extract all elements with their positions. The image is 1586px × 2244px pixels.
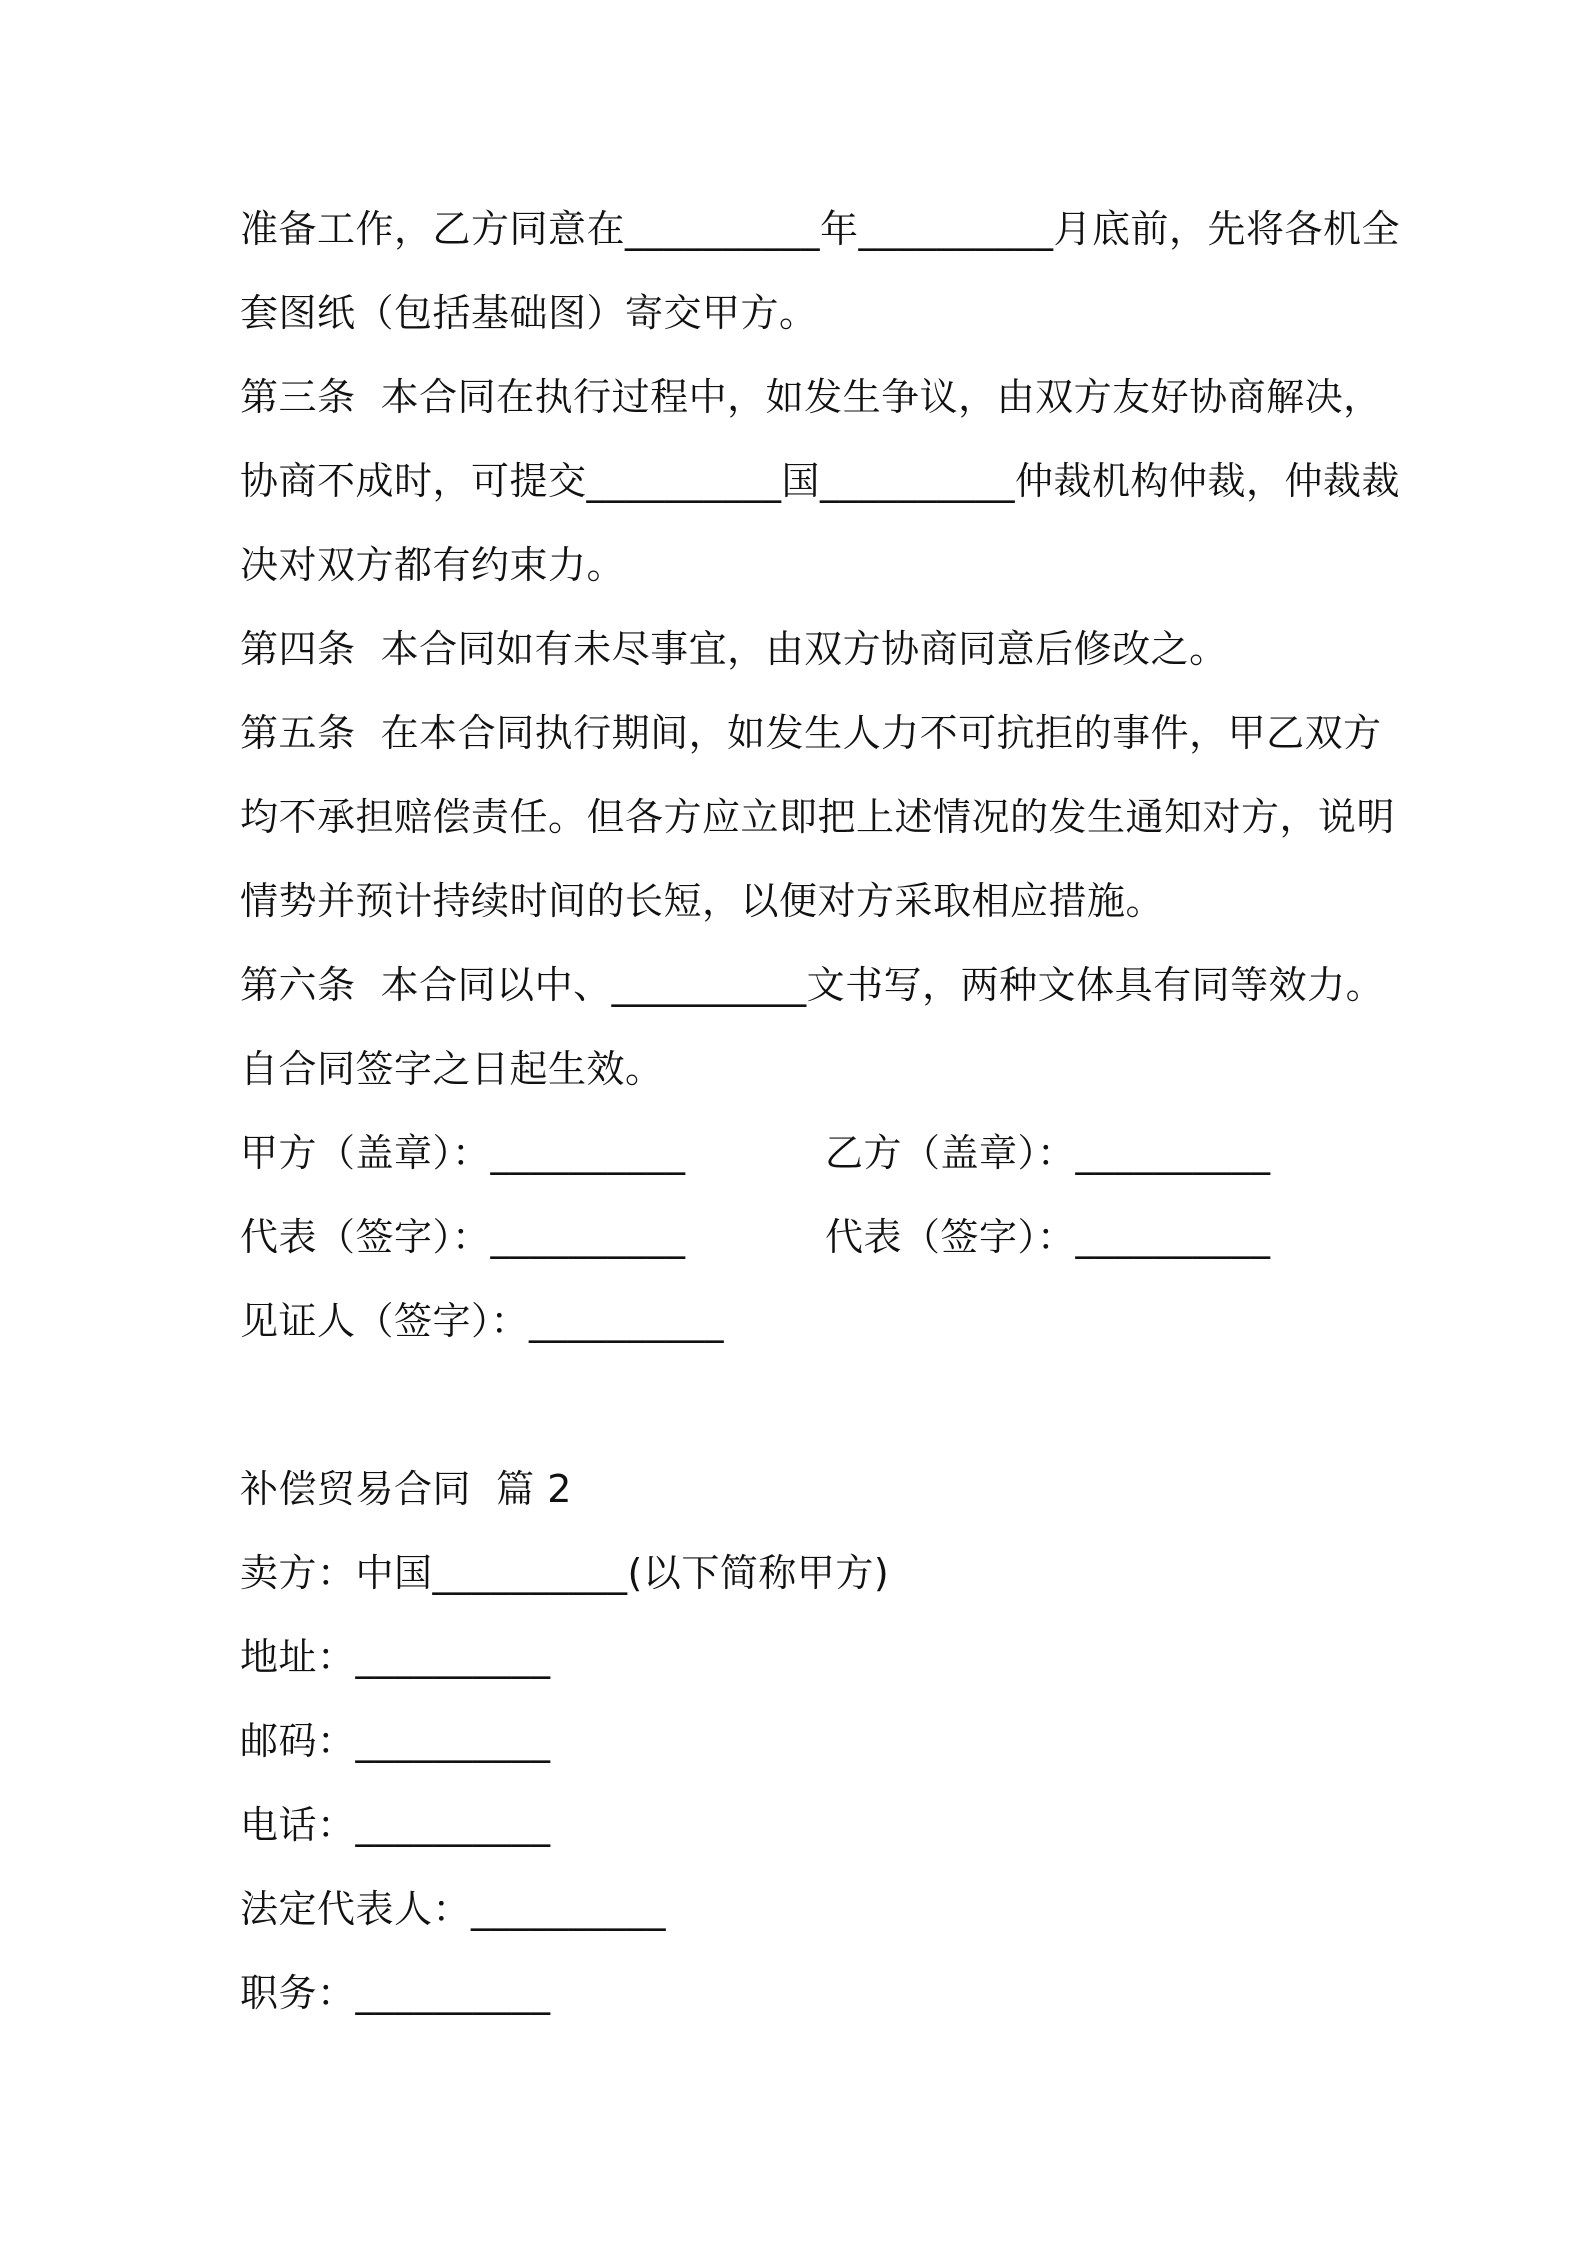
article-6-line: 自合同签字之日起生效。 [240, 1047, 664, 1091]
postcode-field: 邮码：__________ [240, 1719, 551, 1763]
witness-field: 见证人（签字）：__________ [240, 1299, 725, 1343]
section-title: 补偿贸易合同 篇 2 [240, 1467, 572, 1511]
party-a-rep-field: 代表（签字）：__________ [240, 1215, 686, 1259]
phone-field: 电话：__________ [240, 1803, 551, 1847]
paragraph-line: 准备工作，乙方同意在__________年__________月底前，先将各机全 [240, 207, 1401, 251]
party-b-seal-field: 乙方（盖章）：__________ [825, 1131, 1271, 1175]
position-field: 职务：__________ [240, 1971, 551, 2015]
party-a-seal-field: 甲方（盖章）：__________ [240, 1131, 686, 1175]
article-3-line: 第三条 本合同在执行过程中，如发生争议，由双方友好协商解决， [240, 375, 1382, 419]
article-3-line: 决对双方都有约束力。 [240, 543, 626, 587]
article-5-line: 情势并预计持续时间的长短，以便对方采取相应措施。 [240, 879, 1165, 923]
address-field: 地址：__________ [240, 1635, 551, 1679]
article-4-line: 第四条 本合同如有未尽事宜，由双方协商同意后修改之。 [240, 627, 1228, 671]
article-5-line: 第五条 在本合同执行期间，如发生人力不可抗拒的事件，甲乙双方 [240, 711, 1382, 755]
seller-field: 卖方：中国__________(以下简称甲方) [240, 1551, 890, 1595]
article-6-line: 第六条 本合同以中、__________文书写，两种文体具有同等效力。 [240, 963, 1385, 1007]
legal-rep-field: 法定代表人：__________ [240, 1887, 667, 1931]
paragraph-line: 套图纸（包括基础图）寄交甲方。 [240, 291, 818, 335]
article-5-line: 均不承担赔偿责任。但各方应立即把上述情况的发生通知对方，说明 [240, 795, 1396, 839]
party-b-rep-field: 代表（签字）：__________ [825, 1215, 1271, 1259]
article-3-line: 协商不成时，可提交__________国__________仲裁机构仲裁，仲裁裁 [240, 459, 1401, 503]
